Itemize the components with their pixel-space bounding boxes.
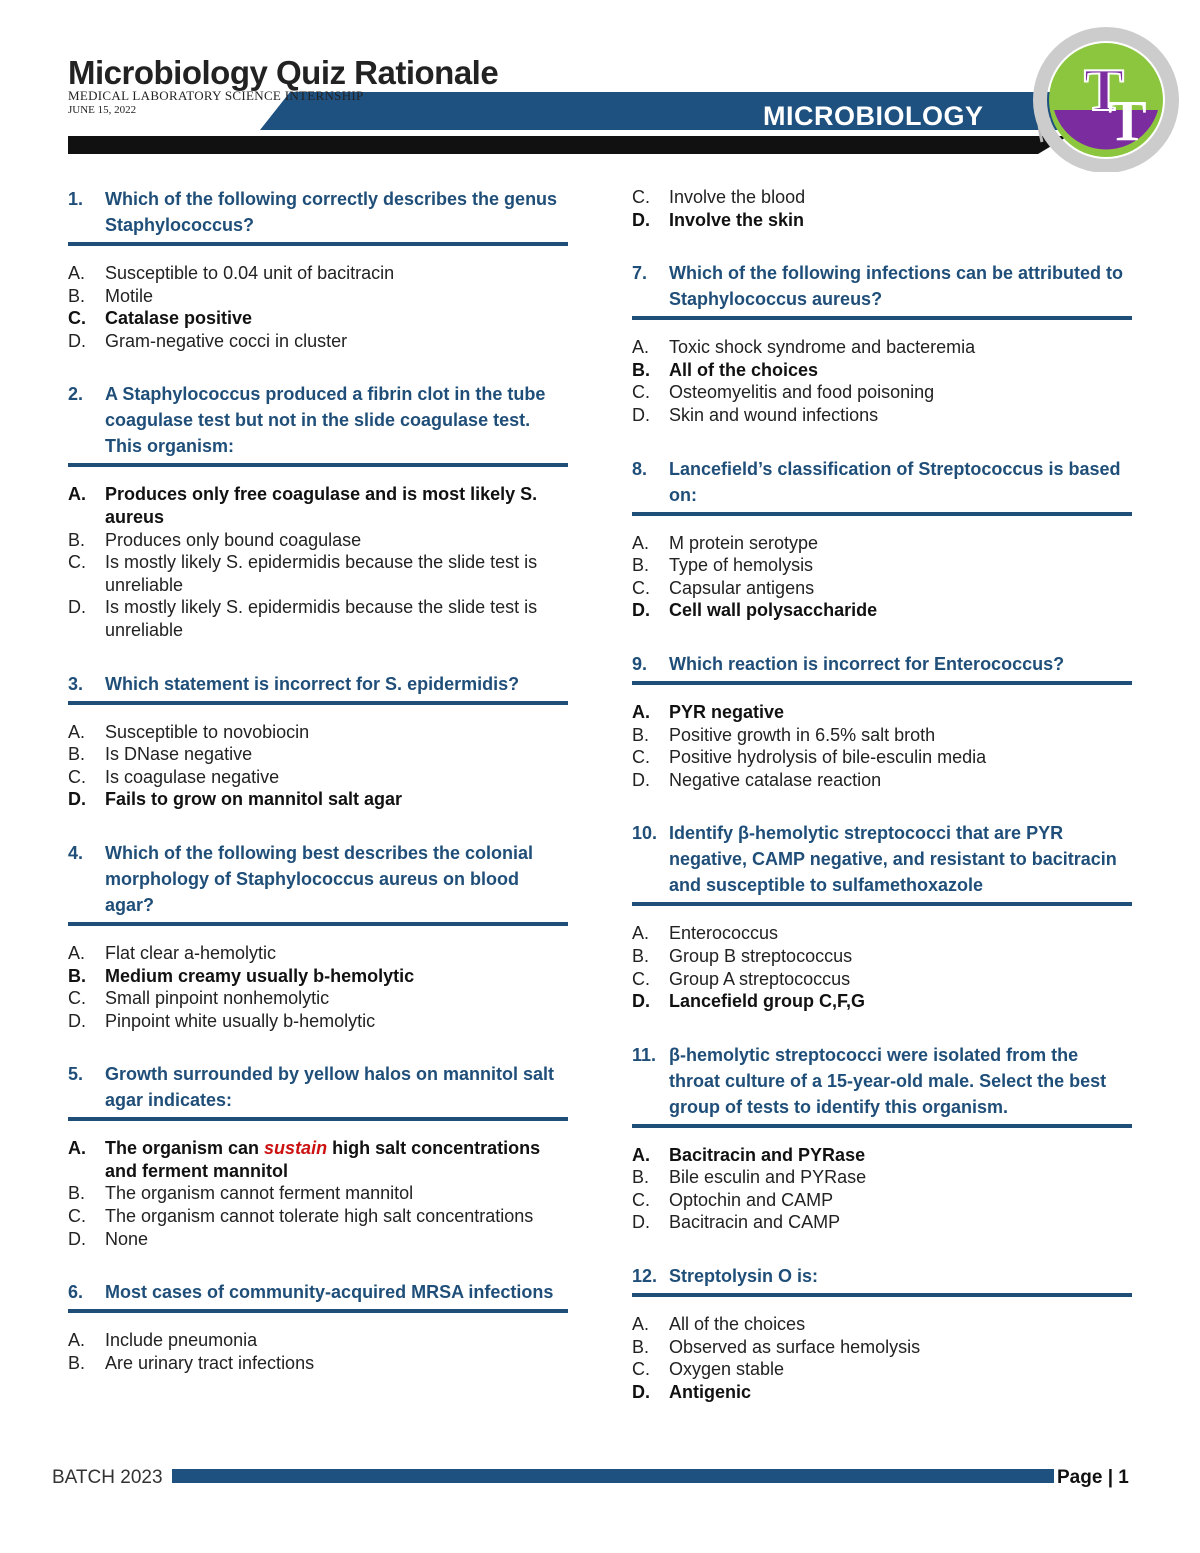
question-number: 3. bbox=[68, 673, 84, 694]
option-text: Pinpoint white usually b-hemolytic bbox=[105, 1010, 376, 1031]
answer-option bbox=[68, 285, 568, 308]
option-text: Optochin and CAMP bbox=[669, 1189, 834, 1210]
answer-option bbox=[68, 987, 568, 1010]
question-divider bbox=[632, 512, 1132, 516]
option-letter: D. bbox=[68, 1010, 86, 1031]
option-text: Involve the skin bbox=[669, 209, 805, 230]
option-letter: B. bbox=[632, 724, 650, 745]
option-text: Enterococcus bbox=[669, 923, 779, 944]
answer-option bbox=[68, 1182, 568, 1205]
option-letter: B. bbox=[68, 529, 86, 550]
option-text: Susceptible to novobiocin bbox=[105, 721, 310, 742]
option-letter: C. bbox=[68, 988, 86, 1009]
option-letter: B. bbox=[68, 744, 86, 765]
option-letter: A. bbox=[632, 923, 650, 944]
answer-option bbox=[632, 1358, 1132, 1381]
option-letter: B. bbox=[632, 1336, 650, 1357]
question-header bbox=[632, 456, 1132, 508]
option-letter: B. bbox=[632, 1167, 650, 1188]
option-letter: D. bbox=[68, 330, 86, 351]
correct-answer-option bbox=[632, 701, 1132, 724]
question-block bbox=[632, 820, 1132, 1012]
correct-answer-option bbox=[68, 307, 568, 330]
option-letter: C. bbox=[632, 1359, 650, 1380]
question-header bbox=[68, 186, 568, 238]
document-subtitle: MEDICAL LABORATORY SCIENCE INTERNSHIP bbox=[68, 88, 364, 103]
option-letter: C. bbox=[632, 968, 650, 989]
page-header bbox=[0, 0, 1200, 175]
question-block bbox=[68, 671, 568, 811]
option-letter: D. bbox=[68, 597, 86, 618]
question-spacer bbox=[68, 811, 568, 840]
right-column bbox=[632, 186, 1132, 1403]
option-letter: D. bbox=[632, 600, 650, 621]
answer-option bbox=[632, 724, 1132, 747]
answer-option bbox=[68, 551, 568, 596]
option-letter: A. bbox=[68, 1330, 86, 1351]
question-number: 6. bbox=[68, 1282, 84, 1303]
correct-answer-option bbox=[632, 1144, 1132, 1167]
question-block bbox=[632, 651, 1132, 791]
question-spacer bbox=[632, 622, 1132, 651]
correct-answer-option bbox=[68, 483, 568, 528]
option-letter: C. bbox=[632, 1189, 650, 1210]
page-number: Page | 1 bbox=[1057, 1467, 1129, 1488]
question-number: 2. bbox=[68, 384, 84, 405]
question-spacer bbox=[632, 1013, 1132, 1042]
option-text: Involve the blood bbox=[669, 187, 806, 207]
option-text: The organism cannot tolerate high salt concentrations bbox=[105, 1206, 534, 1227]
option-letter: C. bbox=[68, 308, 86, 329]
question-text: Growth surrounded by yellow halos on mannitol salt agar indicates: bbox=[105, 1064, 555, 1111]
answer-option bbox=[68, 1010, 568, 1033]
option-letter: A. bbox=[632, 1144, 650, 1165]
option-text: Oxygen stable bbox=[669, 1359, 785, 1380]
question-block bbox=[68, 186, 568, 352]
option-text: Group A streptococcus bbox=[669, 968, 851, 989]
question-number: 1. bbox=[68, 189, 84, 209]
answer-option bbox=[632, 968, 1132, 991]
answer-option bbox=[68, 262, 568, 285]
option-text-end: high salt concentrations and ferment mannitol bbox=[105, 1138, 541, 1181]
option-letter: C. bbox=[632, 747, 650, 768]
question-number: 10. bbox=[632, 823, 658, 844]
document-date: JUNE 15, 2022 bbox=[68, 104, 137, 116]
question-divider bbox=[632, 1124, 1132, 1128]
left-column bbox=[68, 186, 568, 1374]
question-text: β-hemolytic streptococci were isolated from the throat culture of a 15-year-old male. Select the best group of tests to identify this organism. bbox=[669, 1044, 1107, 1117]
question-header bbox=[68, 1061, 568, 1113]
question-number: 4. bbox=[68, 842, 84, 863]
question-text: A Staphylococcus produced a fibrin clot in the tube coagulase test but not in the slide coagulase test. This organism: bbox=[105, 384, 546, 457]
question-block bbox=[632, 260, 1132, 426]
option-letter: C. bbox=[68, 1206, 86, 1227]
svg-text:T: T bbox=[1108, 88, 1147, 153]
option-text: Toxic shock syndrome and bacteremia bbox=[669, 337, 976, 358]
answer-option bbox=[632, 746, 1132, 769]
option-text: Produces only bound coagulase bbox=[105, 529, 362, 550]
question-divider bbox=[68, 922, 568, 926]
question-header bbox=[68, 381, 568, 459]
question-header bbox=[632, 1042, 1132, 1120]
question-spacer bbox=[68, 352, 568, 381]
answer-option bbox=[68, 1205, 568, 1228]
option-text: Are urinary tract infections bbox=[105, 1352, 315, 1373]
question-block bbox=[68, 1279, 568, 1374]
question-block bbox=[68, 1061, 568, 1250]
option-text: Susceptible to 0.04 unit of bacitracin bbox=[105, 263, 395, 283]
answer-option bbox=[632, 577, 1132, 600]
option-text: Is mostly likely S. epidermidis because the slide test is unreliable bbox=[105, 597, 538, 640]
option-text: Observed as surface hemolysis bbox=[669, 1336, 921, 1357]
option-text: Group B streptococcus bbox=[669, 945, 853, 966]
question-divider bbox=[68, 242, 568, 246]
option-text: Is mostly likely S. epidermidis because the slide test is unreliable bbox=[105, 552, 538, 595]
option-text: Positive hydrolysis of bile-esculin media bbox=[669, 747, 987, 768]
option-letter: D. bbox=[632, 209, 650, 230]
correct-answer-option bbox=[632, 599, 1132, 622]
document-title: Microbiology Quiz Rationale bbox=[68, 54, 499, 91]
option-letter: C. bbox=[632, 187, 650, 207]
question-divider bbox=[632, 316, 1132, 320]
option-text: Osteomyelitis and food poisoning bbox=[669, 382, 935, 403]
answer-option bbox=[632, 1189, 1132, 1212]
question-text: Which of the following correctly describes the genus Staphylococcus? bbox=[105, 189, 558, 235]
answer-option bbox=[632, 554, 1132, 577]
correct-answer-option bbox=[632, 1381, 1132, 1404]
question-text: Which reaction is incorrect for Enterococcus? bbox=[669, 653, 1065, 674]
question-text: Streptolysin O is: bbox=[669, 1266, 819, 1287]
option-letter: A. bbox=[68, 942, 86, 963]
question-block bbox=[68, 381, 568, 641]
option-text: Type of hemolysis bbox=[669, 555, 814, 576]
question-spacer bbox=[68, 1032, 568, 1061]
option-text: All of the choices bbox=[669, 1314, 806, 1335]
option-text: Gram-negative cocci in cluster bbox=[105, 330, 348, 351]
answer-option bbox=[68, 330, 568, 353]
option-letter: A. bbox=[68, 721, 86, 742]
option-text: Small pinpoint nonhemolytic bbox=[105, 988, 330, 1009]
option-letter: B. bbox=[632, 555, 650, 576]
question-spacer bbox=[632, 231, 1132, 260]
question-header bbox=[68, 671, 568, 697]
option-letter: D. bbox=[632, 1212, 650, 1233]
question-number: 9. bbox=[632, 653, 648, 674]
option-letter: C. bbox=[68, 766, 86, 787]
question-divider bbox=[68, 1117, 568, 1121]
question-divider bbox=[632, 681, 1132, 685]
question-block bbox=[632, 1263, 1132, 1403]
answer-option bbox=[632, 945, 1132, 968]
question-text: Lancefield’s classification of Streptococcus is based on: bbox=[669, 458, 1121, 505]
option-letter: B. bbox=[632, 945, 650, 966]
answer-option bbox=[68, 721, 568, 744]
option-text: Negative catalase reaction bbox=[669, 769, 882, 790]
answer-option bbox=[68, 743, 568, 766]
answer-option bbox=[68, 1228, 568, 1251]
option-letter: A. bbox=[632, 1314, 650, 1335]
option-text: Include pneumonia bbox=[105, 1330, 258, 1351]
option-letter: B. bbox=[68, 1183, 86, 1204]
question-spacer bbox=[632, 791, 1132, 820]
answer-option bbox=[68, 529, 568, 552]
option-text: The organism cannot ferment mannitol bbox=[105, 1183, 414, 1204]
option-letter: A. bbox=[632, 532, 650, 553]
question-number: 12. bbox=[632, 1266, 658, 1287]
option-text: Catalase positive bbox=[105, 308, 253, 329]
option-text: Positive growth in 6.5% salt broth bbox=[669, 724, 936, 745]
svg-text:T: T bbox=[1084, 57, 1125, 123]
option-text: Flat clear a-hemolytic bbox=[105, 942, 277, 963]
answer-option bbox=[632, 1313, 1132, 1336]
correct-answer-option bbox=[632, 990, 1132, 1013]
option-letter: B. bbox=[68, 1352, 86, 1373]
question-spacer bbox=[68, 642, 568, 671]
option-letter: B. bbox=[68, 965, 86, 986]
answer-option bbox=[68, 596, 568, 641]
option-letter: D. bbox=[632, 1381, 650, 1402]
question-header bbox=[68, 1279, 568, 1305]
question-divider bbox=[632, 1293, 1132, 1297]
correct-answer-option bbox=[68, 965, 568, 988]
question-spacer bbox=[632, 427, 1132, 456]
correct-answer-option bbox=[68, 788, 568, 811]
answer-option bbox=[68, 766, 568, 789]
answer-option bbox=[632, 532, 1132, 555]
question-block bbox=[68, 840, 568, 1032]
option-letter: C. bbox=[632, 382, 650, 403]
answer-option bbox=[632, 186, 1132, 209]
option-text bbox=[105, 1137, 568, 1182]
answer-option bbox=[632, 769, 1132, 792]
question-header bbox=[632, 260, 1132, 312]
option-letter: D. bbox=[632, 404, 650, 425]
option-text: Bacitracin and PYRase bbox=[669, 1144, 866, 1165]
question-divider bbox=[632, 902, 1132, 906]
tt-logo-icon bbox=[1022, 22, 1190, 172]
footer-bar bbox=[172, 1469, 1054, 1483]
answer-option bbox=[632, 336, 1132, 359]
option-text-start: The organism can bbox=[105, 1138, 265, 1159]
option-letter: A. bbox=[68, 484, 86, 505]
question-text: Which statement is incorrect for S. epidermidis? bbox=[105, 673, 520, 694]
option-text: None bbox=[105, 1228, 149, 1249]
option-text: Bacitracin and CAMP bbox=[669, 1212, 841, 1233]
option-letter: A. bbox=[632, 701, 650, 722]
option-letter: D. bbox=[632, 769, 650, 790]
option-highlight-word: sustain bbox=[264, 1138, 328, 1159]
correct-answer-option bbox=[68, 1137, 568, 1182]
question-text: Most cases of community-acquired MRSA infections bbox=[105, 1282, 554, 1303]
option-text: Lancefield group C,F,G bbox=[669, 991, 866, 1012]
question-spacer bbox=[68, 1250, 568, 1279]
option-letter: A. bbox=[68, 263, 86, 283]
option-text: Cell wall polysaccharide bbox=[669, 600, 878, 621]
option-letter: A. bbox=[632, 337, 650, 358]
question-divider bbox=[68, 1309, 568, 1313]
question-number: 8. bbox=[632, 458, 648, 479]
footer-batch: BATCH 2023 bbox=[52, 1467, 163, 1488]
question-header bbox=[632, 820, 1132, 898]
carryover-options bbox=[632, 186, 1132, 231]
option-letter: B. bbox=[632, 359, 650, 380]
answer-option bbox=[68, 942, 568, 965]
option-letter: C. bbox=[68, 552, 86, 573]
correct-answer-option bbox=[632, 209, 1132, 232]
option-text: Is DNase negative bbox=[105, 744, 253, 765]
option-text: M protein serotype bbox=[669, 532, 819, 553]
question-header bbox=[632, 651, 1132, 677]
question-spacer bbox=[632, 1234, 1132, 1263]
banner-label: MICROBIOLOGY bbox=[763, 101, 984, 131]
question-number: 7. bbox=[632, 263, 648, 284]
option-text: Antigenic bbox=[669, 1381, 752, 1402]
option-text: Fails to grow on mannitol salt agar bbox=[105, 789, 403, 810]
option-text: Is coagulase negative bbox=[105, 766, 280, 787]
option-text: Medium creamy usually b-hemolytic bbox=[105, 965, 415, 986]
option-letter: B. bbox=[68, 285, 86, 306]
answer-option bbox=[632, 922, 1132, 945]
header-black-bar bbox=[68, 136, 1068, 154]
option-letter: A. bbox=[68, 1138, 86, 1159]
question-header bbox=[68, 840, 568, 918]
question-block bbox=[632, 456, 1132, 622]
answer-option bbox=[68, 1352, 568, 1375]
option-letter: D. bbox=[632, 991, 650, 1012]
question-number: 5. bbox=[68, 1064, 84, 1085]
option-text: Skin and wound infections bbox=[669, 404, 879, 425]
answer-option bbox=[632, 404, 1132, 427]
option-text: Bile esculin and PYRase bbox=[669, 1167, 867, 1188]
question-text: Identify β-hemolytic streptococci that are PYR negative, CAMP negative, and resistant to bacitracin and susceptible to sulfamethoxazole bbox=[669, 823, 1117, 896]
option-text: All of the choices bbox=[669, 359, 819, 380]
option-text: Capsular antigens bbox=[669, 577, 815, 598]
question-divider bbox=[68, 463, 568, 467]
question-number: 11. bbox=[632, 1044, 657, 1065]
answer-option bbox=[632, 1166, 1132, 1189]
option-letter: D. bbox=[68, 789, 86, 810]
question-text: Which of the following best describes the colonial morphology of Staphylococcus aureus on blood agar? bbox=[105, 842, 534, 915]
option-letter: C. bbox=[632, 577, 650, 598]
answer-option bbox=[632, 1336, 1132, 1359]
question-block bbox=[632, 1042, 1132, 1234]
question-header bbox=[632, 1263, 1132, 1289]
option-text: Produces only free coagulase and is most likely S. aureus bbox=[105, 484, 538, 527]
question-text: Which of the following infections can be attributed to Staphylococcus aureus? bbox=[669, 263, 1123, 310]
option-text: PYR negative bbox=[669, 701, 785, 722]
correct-answer-option bbox=[632, 359, 1132, 382]
answer-option bbox=[632, 381, 1132, 404]
option-letter: D. bbox=[68, 1228, 86, 1249]
question-divider bbox=[68, 701, 568, 705]
answer-option bbox=[68, 1329, 568, 1352]
option-text: Motile bbox=[105, 285, 154, 306]
answer-option bbox=[632, 1211, 1132, 1234]
